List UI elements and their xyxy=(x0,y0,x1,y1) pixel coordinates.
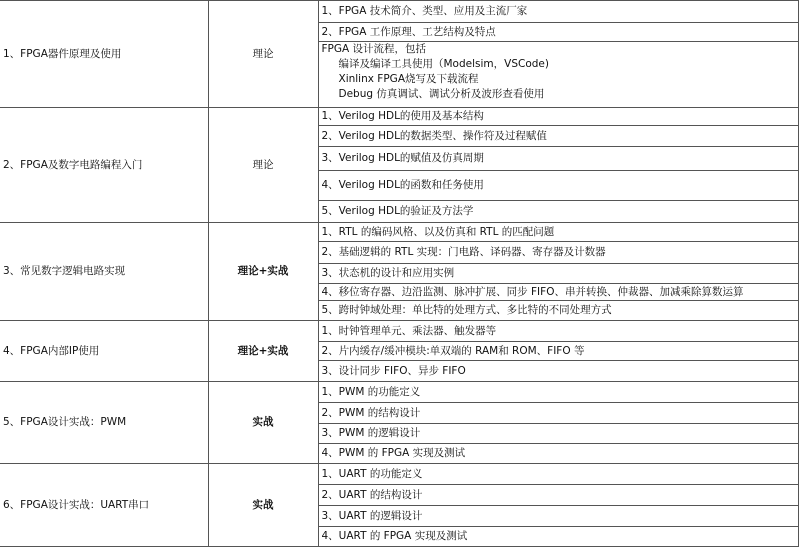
section-title: 2、FPGA及数字电路编程入门 xyxy=(0,108,208,223)
content-item: 1、PWM 的功能定义 xyxy=(318,382,799,403)
section-type: 理论+实战 xyxy=(208,321,318,382)
table-row xyxy=(0,223,799,242)
section-type: 理论 xyxy=(208,108,318,223)
content-item: 1、RTL 的编码风格、以及仿真和 RTL 的匹配问题 xyxy=(318,223,799,242)
table-body xyxy=(0,1,799,547)
section-title: 1、FPGA器件原理及使用 xyxy=(0,1,208,108)
table-row xyxy=(0,382,799,403)
content-item: 2、Verilog HDL的数据类型、操作符及过程赋值 xyxy=(318,126,799,147)
content-item: 2、FPGA 工作原理、工艺结构及特点 xyxy=(318,23,799,42)
section-type: 实战 xyxy=(208,464,318,547)
section-type: 理论 xyxy=(208,1,318,108)
content-item: 3、Verilog HDL的赋值及仿真周期 xyxy=(318,147,799,171)
content-item: 3、PWM 的逻辑设计 xyxy=(318,424,799,444)
table-row xyxy=(0,321,799,342)
section-title: 4、FPGA内部IP使用 xyxy=(0,321,208,382)
table-row xyxy=(0,108,799,126)
section-title: 6、FPGA设计实战：UART串口 xyxy=(0,464,208,547)
content-item: 1、UART 的功能定义 xyxy=(318,464,799,485)
content-item: 4、移位寄存器、边沿监测、脉冲扩展、同步 FIFO、串并转换、仲裁器、加减乘除算数运算 xyxy=(318,284,799,301)
content-item: 3、状态机的设计和应用实例 xyxy=(318,264,799,284)
content-item: 2、片内缓存/缓冲模块:单双端的 RAM和 ROM、FIFO 等 xyxy=(318,342,799,361)
content-item-heading: FPGA 设计流程，包括 xyxy=(321,43,427,55)
content-item: 1、Verilog HDL的使用及基本结构 xyxy=(318,108,799,126)
table-row xyxy=(0,464,799,485)
content-item: 3、UART 的逻辑设计 xyxy=(318,506,799,527)
content-item: 5、Verilog HDL的验证及方法学 xyxy=(318,201,799,223)
content-item: 1、FPGA 技术简介、类型、应用及主流厂家 xyxy=(318,1,799,23)
content-subitem: Debug 仿真调试、调试分析及波形查看使用 xyxy=(338,88,545,100)
content-item: 5、跨时钟域处理：单比特的处理方式、多比特的不同处理方式 xyxy=(318,301,799,321)
section-title: 5、FPGA设计实战：PWM xyxy=(0,382,208,464)
content-item: 2、UART 的结构设计 xyxy=(318,485,799,506)
section-type: 实战 xyxy=(208,382,318,464)
content-subitem: 编译及编译工具使用（Modelsim，VSCode) xyxy=(338,58,549,70)
section-type: 理论+实战 xyxy=(208,223,318,321)
table-row xyxy=(0,1,799,23)
content-item: 3、设计同步 FIFO、异步 FIFO xyxy=(318,361,799,382)
content-item: 2、基础逻辑的 RTL 实现：门电路、译码器、寄存器及计数器 xyxy=(318,242,799,264)
content-item xyxy=(318,42,799,108)
content-item: 4、PWM 的 FPGA 实现及测试 xyxy=(318,444,799,464)
content-item: 4、Verilog HDL的函数和任务使用 xyxy=(318,171,799,201)
content-subitem: Xinlinx FPGA烧写及下载流程 xyxy=(338,73,479,85)
content-item: 2、PWM 的结构设计 xyxy=(318,403,799,424)
content-item: 4、UART 的 FPGA 实现及测试 xyxy=(318,527,799,547)
content-item: 1、时钟管理单元、乘法器、触发器等 xyxy=(318,321,799,342)
section-title: 3、常见数字逻辑电路实现 xyxy=(0,223,208,321)
